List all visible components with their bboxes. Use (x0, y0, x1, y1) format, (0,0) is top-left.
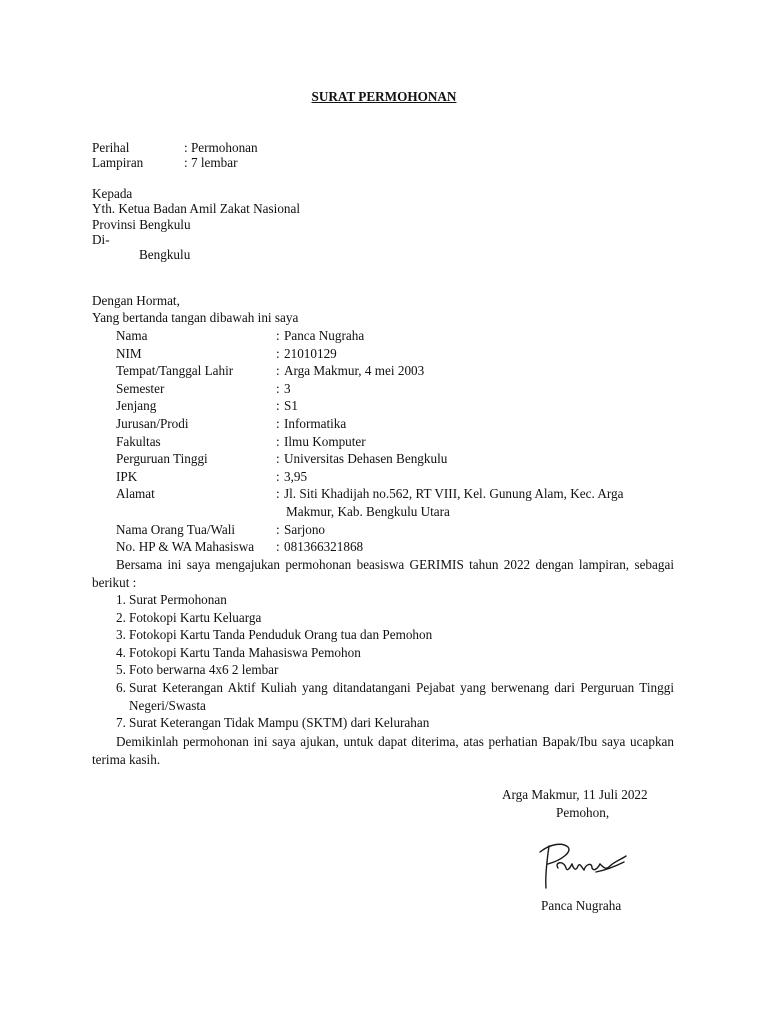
recipient-di: Di- (92, 232, 110, 247)
list-text: Foto berwarna 4x6 2 lembar (129, 662, 279, 678)
list-item (116, 626, 674, 644)
list-text: Surat Keterangan Aktif Kuliah yang ditandatangani Pejabat yang berwenang dari Perguruan Tinggi Negeri/Swasta (129, 679, 674, 713)
recipient-city: Bengkulu (139, 247, 191, 262)
detail-label: Alamat (116, 486, 155, 502)
header-label: Perihal (92, 140, 130, 155)
detail-row (116, 433, 676, 451)
detail-row (116, 327, 676, 345)
detail-value: 3,95 (284, 468, 308, 484)
recipient-name: Yth. Ketua Badan Amil Zakat Nasional (92, 201, 301, 216)
detail-row (116, 468, 676, 486)
list-item (116, 679, 674, 714)
detail-label: Jenjang (116, 398, 157, 414)
detail-value: S1 (284, 398, 298, 414)
detail-label: IPK (116, 468, 138, 484)
detail-value: 081366321868 (284, 539, 364, 555)
list-text: Fotokopi Kartu Keluarga (129, 609, 262, 625)
signature-role: Pemohon, (556, 805, 610, 820)
detail-row (116, 538, 676, 556)
list-item (116, 644, 674, 662)
detail-label: Tempat/Tanggal Lahir (116, 363, 234, 379)
detail-row (116, 380, 676, 398)
detail-row (116, 521, 676, 539)
body-paragraph: Bersama ini saya mengajukan permohonan beasiswa GERIMIS tahun 2022 dengan lampiran, sebagai berikut : (92, 557, 674, 590)
detail-row (116, 397, 676, 415)
detail-row (116, 362, 676, 380)
detail-label: Fakultas (116, 433, 161, 449)
detail-colon: : (276, 380, 280, 396)
detail-value: Ilmu Komputer (284, 433, 366, 449)
list-number: 5. (116, 662, 126, 678)
handwritten-signature (536, 838, 628, 894)
detail-colon: : (276, 328, 280, 343)
detail-label: Semester (116, 380, 165, 396)
list-text: Fotokopi Kartu Tanda Mahasiswa Pemohon (129, 644, 361, 660)
recipient-province: Provinsi Bengkulu (92, 217, 191, 232)
applicant-details (116, 327, 676, 556)
detail-colon: : (276, 345, 280, 361)
detail-colon: : (276, 415, 280, 431)
detail-label: Nama Orang Tua/Wali (116, 521, 236, 537)
detail-row (116, 415, 676, 433)
detail-row (116, 485, 676, 503)
recipient-kepada: Kepada (92, 186, 133, 201)
detail-label: Perguruan Tinggi (116, 451, 208, 467)
detail-value: 3 (284, 380, 291, 396)
detail-label: Jurusan/Prodi (116, 415, 189, 431)
detail-colon: : (276, 521, 280, 537)
list-text: Fotokopi Kartu Tanda Penduduk Orang tua dan Pemohon (129, 627, 433, 643)
detail-label: Nama (116, 328, 148, 343)
detail-colon: : (276, 363, 280, 379)
detail-colon: : (276, 486, 280, 502)
list-text: Surat Keterangan Tidak Mampu (SKTM) dari Kelurahan (129, 715, 430, 731)
header-lampiran (92, 154, 237, 172)
attachment-list (116, 591, 674, 732)
signature-place-date: Arga Makmur, 11 Juli 2022 (502, 787, 648, 802)
detail-colon: : (276, 433, 280, 449)
detail-colon: : (276, 468, 280, 484)
header-value: : 7 lembar (184, 155, 238, 170)
detail-value: Jl. Siti Khadijah no.562, RT VIII, Kel. Gunung Alam, Kec. Arga (284, 486, 624, 502)
list-number: 1. (116, 592, 126, 607)
signature-name: Panca Nugraha (541, 898, 622, 913)
detail-row (116, 450, 676, 468)
detail-value: 21010129 (284, 345, 337, 361)
list-number: 2. (116, 609, 126, 625)
closing-paragraph: Demikinlah permohonan ini saya ajukan, untuk dapat diterima, atas perhatian Bapak/Ibu saya ucapkan terima kasih. (92, 734, 674, 767)
list-item (116, 609, 674, 627)
list-item (116, 661, 674, 679)
header-label: Lampiran (92, 155, 144, 170)
list-item (116, 714, 674, 732)
detail-colon: : (276, 539, 280, 555)
detail-value: Universitas Dehasen Bengkulu (284, 451, 448, 467)
greeting: Dengan Hormat, (92, 293, 180, 308)
header-value: : Permohonan (184, 140, 258, 155)
list-number: 3. (116, 627, 126, 643)
list-text: Surat Permohonan (129, 592, 227, 607)
detail-colon: : (276, 398, 280, 414)
detail-value: Sarjono (284, 521, 326, 537)
detail-label: No. HP & WA Mahasiswa (116, 539, 255, 555)
detail-value-continued: Makmur, Kab. Bengkulu Utara (286, 503, 450, 519)
detail-row (116, 345, 676, 363)
detail-colon: : (276, 451, 280, 467)
list-number: 7. (116, 715, 126, 731)
detail-value: Informatika (284, 415, 347, 431)
letter-title: SURAT PERMOHONAN (311, 89, 457, 104)
detail-value: Panca Nugraha (284, 328, 365, 343)
detail-label: NIM (116, 345, 142, 361)
list-number: 6. (116, 679, 126, 695)
list-number: 4. (116, 644, 126, 660)
intro-text: Yang bertanda tangan dibawah ini saya (92, 310, 299, 325)
list-item (116, 591, 674, 609)
detail-value: Arga Makmur, 4 mei 2003 (284, 363, 425, 379)
